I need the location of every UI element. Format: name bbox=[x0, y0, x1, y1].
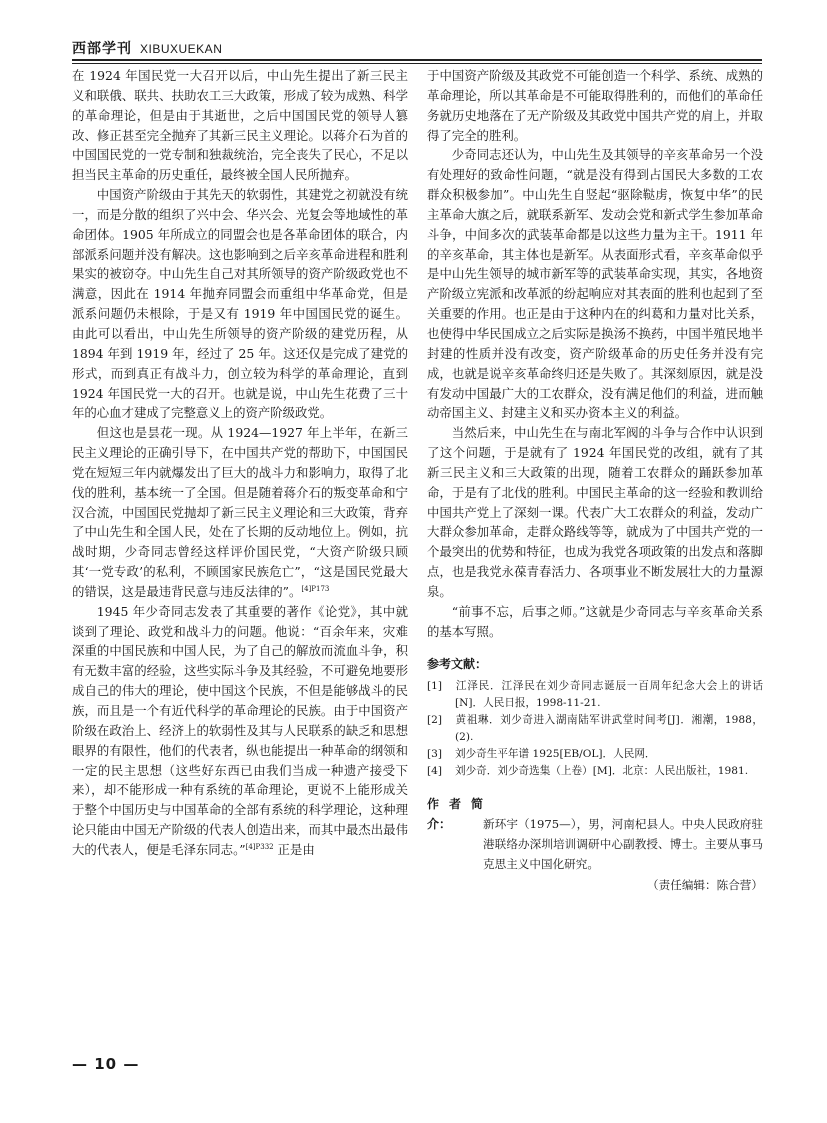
reference-text: 黄祖琳．刘少奇进入湖南陆军讲武堂时间考[J]．湘潮，1988，(2). bbox=[455, 714, 763, 744]
header-rule-thin bbox=[72, 63, 762, 64]
left-column bbox=[72, 66, 408, 860]
responsible-editor: （责任编辑：陈合营） bbox=[647, 878, 763, 893]
paragraph bbox=[72, 423, 408, 602]
paragraph-text: 1945 年少奇同志发表了其重要的著作《论党》，其中就谈到了理论、政党和战斗力的问题。他说：“百余年来，灾难深重的中国民族和中国人民，为了自己的解放而流血斗争，积有无数丰富的经验，这些实际斗争及其经验，不可避免地要形成自己的伟大的理论，使中国这个民族，不但是能够战斗的民族，而且是一个有近代科学的革命理论的民族。由于中国资产阶级在政治上、经济上的软弱性及其与人民联系的缺乏和思想眼界的有限性，他们的代表者，纵也能提出一种革命的纲领和一定的民主思想（这些好东西已由我们当成一种遗产接受下来），却不能形成一种有系统的革命理论，更说不上能形成关于整个中国历史与中国革命的全部有系统的科学理论，这种理论只能由中国无产阶级的代表人创造出来，而其中最杰出最伟大的代表人，便是毛泽东同志。” bbox=[72, 603, 408, 857]
reference-number: [4] bbox=[427, 765, 443, 778]
reference-text: 江泽民．江泽民在刘少奇同志诞辰一百周年纪念大会上的讲话[N]．人民日报，1998-11-21. bbox=[455, 680, 763, 710]
header-rule bbox=[72, 59, 762, 61]
journal-name-latin: XIBUXUEKAN bbox=[140, 42, 223, 56]
citation: [4]P173 bbox=[301, 584, 330, 593]
reference-number: [2] bbox=[427, 714, 443, 727]
citation: [4]P332 bbox=[245, 842, 274, 851]
author-bio-label: 作者简介： bbox=[427, 797, 483, 832]
paragraph-text-tail: 正是由 bbox=[273, 841, 315, 857]
paragraph: 在 1924 年国民党一大召开以后，中山先生提出了新三民主义和联俄、联共、扶助农工三大政策，形成了较为成熟、科学的革命理论，但是由于其逝世，之后中国国民党的领导人篡改、修正甚至完全抛弃了其新三民主义理论。以蒋介石为首的中国国民党的一党专制和独裁统治，完全丧失了民心，不足以担当民主革命的历史重任，最终被全国人民所抛弃。 bbox=[72, 68, 408, 183]
paragraph: 于中国资产阶级及其政党不可能创造一个科学、系统、成熟的革命理论，所以其革命是不可能取得胜利的，而他们的革命任务就历史地落在了无产阶级及其政党中国共产党的肩上，并取得了完全的胜利。 bbox=[427, 68, 763, 143]
reference-text: 刘少奇生平年谱 1925[EB/OL]．人民网． bbox=[455, 748, 656, 761]
paragraph bbox=[72, 602, 408, 860]
paragraph: 中国资产阶级由于其先天的软弱性，其建党之初就没有统一，而是分散的组织了兴中会、华兴会、光复会等地域性的革命团体。1905 年所成立的同盟会也是各革命团体的联合，内部派系问题并没有解决。这也影响到之后辛亥革命进程和胜利果实的被窃夺。中山先生自己对其所领导的资产阶级政党也不满意，因此在 1914 年抛弃同盟会而重组中华革命党，但是派系问题仍未根除，于是又有 1919 年中国国民党的诞生。由此可以看出，中山先生所领导的资产阶级的建党历程，从 1894 年到 1919 年，经过了 25 年。这还仅是完成了建党的形式，而到真正有战斗力，创立较为科学的革命理论，直到 1924 年国民党一大的召开。也就是说，中山先生花费了三十年的心血才建成了完整意义上的资产阶级政党。 bbox=[72, 187, 408, 421]
paragraph: 少奇同志还认为，中山先生及其领导的辛亥革命另一个没有处理好的致命性问题，“就是没有得到占国民大多数的工农群众积极参加”。中山先生自竖起“驱除鞑虏，恢复中华”的民主革命大旗之后，就联系新军、发动会党和新式学生参加革命斗争，中间多次的武装革命都是以这些力量为主干。1911 年的辛亥革命，其主体也是新军。从表面形式看，辛亥革命似乎是中山先生领导的城市新军等的武装革命实现，其实，各地资产阶级立宪派和改革派的纷起响应对其表面的胜利也起到了至关重要的作用。也正是由于这种内在的纠葛和力量对比关系，也使得中华民国成立之后实际是换汤不换药，中国半殖民地半封建的性质并没有改变，资产阶级革命的历史任务并没有完成，也就是说辛亥革命终归还是失败了。其深刻原因，就是没有发动中国最广大的工农群众，没有满足他们的利益，进而触动帝国主义、封建主义和买办资本主义的利益。 bbox=[427, 147, 763, 421]
reference-item bbox=[427, 712, 763, 746]
author-bio bbox=[427, 794, 763, 874]
paragraph: 当然后来，中山先生在与南北军阀的斗争与合作中认识到了这个问题，于是就有了 1924 年国民党的改组，就有了其新三民主义和三大政策的出现，随着工农群众的踊跃参加革命，于是有了北伐的胜利。中国民主革命的这一经验和教训给中国共产党上了深刻一课。代表广大工农群众的利益，发动广大群众参加革命，走群众路线等等，就成为了中国共产党的一个最突出的优势和特征，也成为我党各项政策的出发点和落脚点，也是我党永葆青春活力、各项事业不断发展壮大的力量源泉。 bbox=[427, 425, 763, 599]
reference-item bbox=[427, 746, 763, 763]
paragraph: “前事不忘，后事之师。”这就是少奇同志与辛亥革命关系的基本写照。 bbox=[427, 603, 763, 639]
reference-item bbox=[427, 763, 763, 780]
paragraph-text: 但这也是昙花一现。从 1924—1927 年上半年，在新三民主义理论的正确引导下，在中国共产党的帮助下，中国国民党在短短三年内就爆发出了巨大的战斗力和影响力，取得了北伐的胜利，基本统一了全国。但是随着蒋介石的叛变革命和宁汉合流，中国国民党抛却了新三民主义理论和三大政策，背弃了中山先生和全国人民，处在了长期的反动地位上。例如，抗战时期，少奇同志曾经这样评价国民党，“大资产阶级只顾其‘一党专政’的私利，不顾国家民族危亡”，“这是国民党最大的错误，这是最违背民意与违反法律的”。 bbox=[72, 425, 408, 599]
reference-item bbox=[427, 678, 763, 712]
references-title: 参考文献： bbox=[427, 657, 488, 672]
reference-number: [1] bbox=[427, 680, 443, 693]
right-column bbox=[427, 66, 763, 895]
reference-text: 刘少奇．刘少奇选集（上卷）[M]．北京：人民出版社，1981. bbox=[455, 765, 749, 778]
journal-name: 西部学刊 bbox=[72, 41, 132, 57]
references-list bbox=[427, 678, 763, 780]
author-bio-text: 新环宇（1975—），男，河南杞县人。中央人民政府驻港联络办深圳培训调研中心副教授、博士。主要从事马克思主义中国化研究。 bbox=[483, 817, 763, 872]
page-number: — 10 — bbox=[72, 1055, 140, 1073]
reference-number: [3] bbox=[427, 748, 443, 761]
running-header bbox=[72, 38, 762, 58]
